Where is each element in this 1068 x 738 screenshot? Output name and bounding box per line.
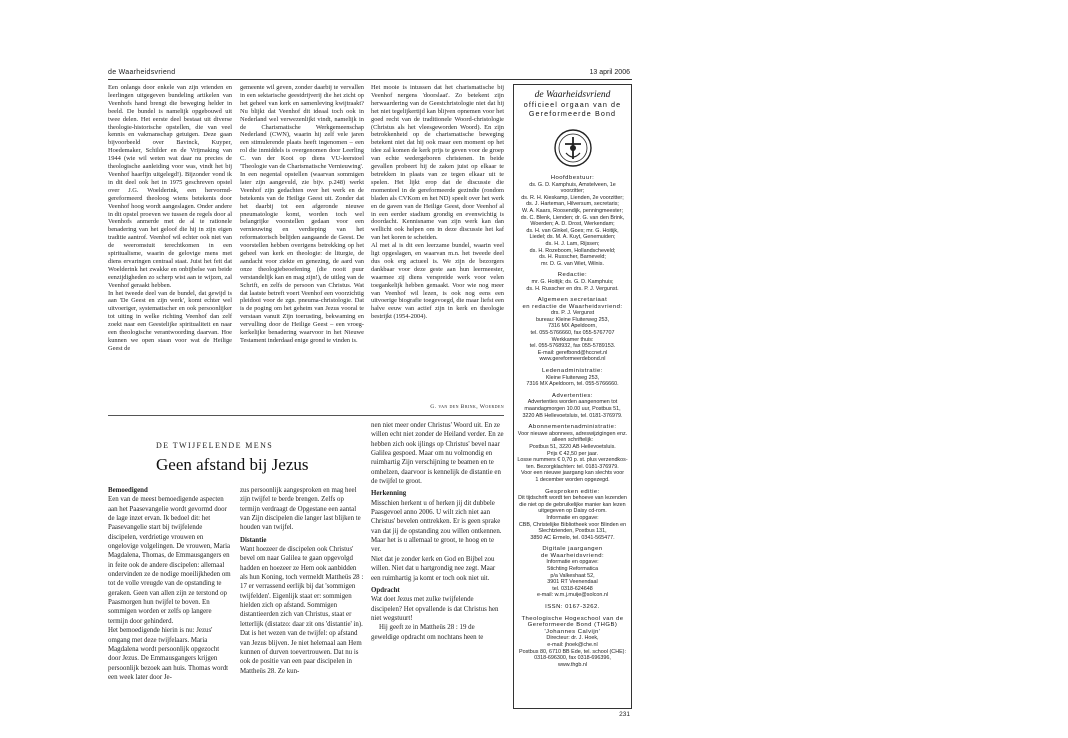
running-header-title: de Waarheidsvriend bbox=[108, 69, 176, 76]
article1-signature: G. van den Brink, Woerden bbox=[430, 404, 504, 410]
colophon-line: alleen schriftelijk: bbox=[551, 437, 594, 444]
colophon-line: tel. 055-5766660, fax 055-5767707 bbox=[530, 330, 615, 337]
colophon-line: ds. H. J. Lam, Rijssen; bbox=[545, 240, 600, 247]
colophon-section-title: Redactie: bbox=[557, 272, 588, 279]
article1-paragraph: gemeente wil geven, zonder daarbij te vervallen in een sektarische geestdrijverij die het zicht op het geheel van kerk en samenleving kwijtraakt? Nu blijkt dat Veenhof dit ideaal toch ook in Nederland wel verwezenlijkt vindt, namelijk in de Charismatische Werkgemeenschap Nederland (CWN), waarin hij zelf vele jaren een stimulerende plaats heeft ingenomen – een rol die inmiddels is overgenomen door Leerling C. van der Kooi op diens VU-leerstoel 'Theologie van de Charismatische Vernieuwing'. bbox=[240, 84, 364, 171]
colophon-line: 0318-696300, fax 0318-696396, bbox=[534, 655, 611, 662]
colophon-line: Prijs € 42,50 per jaar. bbox=[547, 450, 598, 457]
colophon-line: Informatie en opgave: bbox=[546, 514, 599, 521]
running-header-date: 13 april 2006 bbox=[589, 69, 630, 76]
colophon-line: Losse nummers € 0,70 p. st. plus verzendkos- bbox=[517, 457, 628, 464]
article2-paragraph: Het bemoedigende hierin is nu: Jezus' omgang met deze twijfelaars. Maria Magdalena wordt persoonlijk opgezocht door Jezus. De Emmausgangers krijgen persoonlijk bezoek aan huis. Thomas wordt een week later door Je- bbox=[108, 627, 229, 681]
colophon-line: ds. H. Russcher, Barneveld; bbox=[539, 254, 606, 261]
article1-paragraph: Al met al is dit een leerzame bundel, waarin veel ligt opgeslagen, en waarvan m.n. het tweede deel dus ook erg actueel is. We zijn de bezorgers dankbaar voor deze geste aan hun leermeester, waarmee zij diens verspreide werk voor velen toegankelijk hebben gemaakt. Voor wie nog meer van Veenhof wil lezen, is ook nog eens een uitvoerige biografie toegevoegd, die maar liefst een halve eeuw van actief zijn in kerk en theologie bestrijkt (1954-2004). bbox=[371, 242, 504, 321]
colophon-line: 3220 AB Hellevoetsluis, tel. 0181-376979. bbox=[522, 412, 623, 419]
subheading: Bemoedigend bbox=[108, 487, 148, 494]
colophon-line: p/a Valkeshaat 52, bbox=[550, 572, 595, 579]
colophon-line: uitgegeven op Daisy cd-rom. bbox=[538, 508, 607, 515]
colophon-line: 3901 RT Veenendaal bbox=[547, 579, 598, 586]
colophon-line: maandagmorgen 10.00 uur, Postbus 51, bbox=[524, 406, 621, 412]
colophon-line: tel. 055-5768932, fax 055-5789153. bbox=[529, 343, 616, 350]
article1-column-1 bbox=[108, 84, 232, 412]
colophon-line: ds. H. Russcher en drs. P. J. Vergunst. bbox=[526, 285, 619, 292]
subheading: Opdracht bbox=[371, 586, 400, 594]
article2-paragraph: Niet dat je zonder kerk en God en Bijbel zou willen. Niet dat u hartgrondig nee zegt. Maar een ruimhartig ja komt er toch ook niet uit. bbox=[371, 555, 496, 582]
colophon-subtitle-2: Gereformeerde Bond bbox=[528, 109, 617, 118]
colophon-section-title: Gesproken editie: bbox=[545, 488, 600, 495]
article2-paragraph: Hij geeft ze in Mattheüs 28 : 19 de geweldige opdracht om nochtans heen te bbox=[371, 624, 484, 641]
section-rule bbox=[108, 415, 504, 416]
article1-paragraph: Het mooie is intussen dat het charismatische bij Veenhof nergens 'doorslaat'. Zo betekent zijn herwaardering van de Geestchristologie niet dat hij het niet tegelijkertijd kan blijven opnemen voor het goed recht van de traditionele Woord-christologie (Christus als het vleesgeworden Woord). En zijn betrokkenheid op de charismatische beweging betekent niet dat hij ook maar een moment op het idee zal komen de kerk prijs te geven voor de groep van echte wedergeboren christenen. In beide gevallen probeert hij de zaken juist op elkaar te betrekken in plaats van ze tegen elkaar uit te spelen. Het lijkt erop dat de discussie die momenteel in de gereformeerde gezindte (rondom bladen als CVKom en het ND) speelt over het werk en de gaven van de Heilige Geest, door Veenhof al in een eerder stadium grondig en evenwichtig is doordacht. Kennisname van zijn werk kan dan wellicht ook helpen om in deze discussie het kaf van het koren te scheiden. bbox=[371, 84, 504, 242]
colophon-line: 7316 MX Apeldoorn, bbox=[548, 323, 597, 330]
page-number: 231 bbox=[619, 711, 630, 718]
article1-paragraph: In het tweede deel van de bundel, dat gewijd is aan 'De Geest en zijn werk', komt echter wel uitvoeriger, systematischer en ook persoonlijker tot uiting in welke richting Veenhof dan zelf zoekt naar een Geestelijke spiritualiteit en naar een theologische verantwoording daarvan. Hoe kunnen we open staan voor wat de Heilige Geest de bbox=[108, 289, 232, 352]
article2-paragraph: Wat doet Jezus met zulke twijfelende discipelen? Het opvallende is dat Christus hen niet wegstuurt! bbox=[371, 596, 499, 622]
colophon-line: mr. G. Hoitijk; ds. G. D. Kamphuis; bbox=[531, 278, 614, 285]
colophon-line[interactable]: www.gereformeerdebond.nl bbox=[539, 356, 606, 363]
article1-column-2 bbox=[240, 84, 364, 412]
subheading: Herkenning bbox=[371, 490, 407, 498]
subheading: Distantie bbox=[240, 536, 267, 544]
colophon-section-title: Advertenties: bbox=[552, 392, 593, 399]
colophon-line: W. A. Kaars, Roosendijk, penningmeester; bbox=[522, 207, 623, 214]
colophon-line[interactable]: e-mail: w.m.j.muije@solcon.nl bbox=[536, 592, 609, 599]
header-rule bbox=[108, 79, 632, 80]
article2-column-2 bbox=[240, 486, 364, 710]
colophon-box bbox=[513, 84, 632, 709]
colophon-line[interactable]: e-mail: jhoek@che.nl bbox=[547, 642, 598, 648]
colophon-line: Dit tijdschrift wordt ten behoeve van lezenden bbox=[518, 495, 627, 502]
colophon-line: ds. C. Blenk, Lienden; dr. G. van den Brink, bbox=[520, 214, 625, 221]
colophon-section-title: Abonnementenadministratie: bbox=[528, 424, 617, 431]
article1-paragraph: Een onlangs door enkele van zijn vrienden en leerlingen uitgegeven bundeling artikelen van Veenhofs hand brengt die beweging helder in beeld. De bundel is namelijk opgebouwd uit twee delen. Het eerste deel bestaat uit diverse theologie-historische opstellen, die van veel kennis en vakmanschap getuigen. Deze gaan bijvoorbeeld over Bavinck, Kuyper, Hoedemaker, Schilder en de Vrijmaking van 1944 (wie wil weten wat daar nu precies de theologische aanleiding voor was, vindt het bij Veenhof haarfijn uitgelegd!). Bijzonder vond ik in dit deel ook het in 1975 geschreven opstel over J.G. Woelderink, een hervormd-gereformeerd theoloog wiens betekenis door Veenhof hoog wordt aangeslagen. Onder andere in dit opstel proeven we tussen de regels door al Veenhofs anmerde met de al te rationele benadering van het geloof die hij in zijn eigen traditie aantrof. Veenhof wil echter ook niet van de weeromstuit terechtkomen in een spiritualisme, waarin de gelovige mens met diens ervaringen centraal staat. Juist het feit dat Woelderink het zwakke en onbijbelse van beide eenzijdigheden zo scherp wist aan te wijzen, zal Veenhof geraakt hebben. bbox=[108, 84, 232, 289]
colophon-line: Liedel; ds. M. A. Kuyt, Genemuiden; bbox=[529, 234, 616, 241]
colophon-line[interactable]: E-mail: gerefbond@hccnet.nl bbox=[537, 349, 608, 356]
article2-title: Geen afstand bij Jezus bbox=[156, 455, 309, 474]
article2-paragraph: Want hoezeer de discipelen ook Christus' bevel om naar Galilea te gaan opgevolgd hadden en hoezeer ze Hem ook aanbidden als hun Koning, toch vermeldt Mattheüs 28 : 17 er verrassend eerlijk bij dat 'sommigen twijfelden'. Eigenlijk staat er: sommigen hielden zich op afstand. Sommigen distantieerden zich van Christus, staat er letterlijk (distatzo: daar zit ons 'distantie' in). Dat is het wezen van de twijfel: op afstand van Jezus blijven. Je niet helemaal aan Hem kunnen of durven toevertrouwen. Dat nu is ook de positie van een paar discipelen in Mattheüs 28. Ze kun- bbox=[240, 546, 364, 675]
article2-paragraph: Een van de meest bemoedigende aspecten aan het Paasevangelie wordt gevormd door de lage inzet ervan. Ik bedoel dit: het Paasevangelie start bij twijfelende discipelen, verdrietige vrouwen en ongelovige volgelingen. De vrouwen, Maria Magdalena, Thomas, de Emmausgangers en in feite ook de andere discipelen: allemaal ondervinden ze de nodige moeilijkheden om tot de volle vreugde van de opstanding te geraken. Geen van allen zijn ze terstond op Paasmorgen hun twijfel te boven. En sommigen worden er zelfs op langere termijn door gehinderd. bbox=[108, 496, 231, 625]
colophon-section-title: Hoofdbestuur: bbox=[550, 175, 595, 181]
article2-paragraph: zus persoonlijk aangesproken en mag heel zijn twijfel te berde brengen. Zelfs op termijn verdraagt de Opgestane een aantal van Zijn discipelen die langer last blijken te houden van twijfel. bbox=[240, 487, 361, 532]
article2-column-3 bbox=[371, 421, 504, 710]
colophon-name: de Waarheidsvriend bbox=[534, 90, 611, 100]
colophon-line: ds. H. van Ginkel, Goes; mr. G. Hoitijk, bbox=[526, 227, 619, 234]
colophon-section-title: ISSN: 0167-3262. bbox=[545, 604, 600, 611]
colophon-line: 1 december worden opgezegd. bbox=[535, 476, 610, 483]
colophon-line: Slechtzienden, Postbus 131, bbox=[538, 528, 607, 535]
colophon-line: tel. 0318-624648 bbox=[552, 585, 593, 592]
colophon-line: Voor een nieuwe jaargang kan slechts voor bbox=[520, 470, 625, 477]
colophon-line[interactable]: www.thgb.nl bbox=[557, 661, 588, 668]
colophon-line: Directeur: dr. J. Hoek, bbox=[546, 635, 599, 642]
colophon-section-title: Theologische Hogeschool van de Gereformeerde Bond (THGB) 'Johannes Calvijn' bbox=[521, 615, 624, 635]
article2-column-1 bbox=[108, 486, 232, 710]
colophon-line: Woerden; A. D. Drost, Werkendam; bbox=[530, 221, 615, 228]
colophon-subtitle-1: officieel orgaan van de bbox=[523, 100, 622, 109]
colophon-line: ds. R. H. Kieskamp, Lienden, 2e voorzitter; bbox=[521, 194, 624, 201]
colophon-section-title: Digitale jaargangen de Waarheidsvriend: bbox=[540, 546, 605, 559]
colophon-line: Postbus 51, 3220 AB Hellevoetsluis. bbox=[529, 443, 616, 450]
colophon-line: Werkkamer thuis: bbox=[551, 336, 594, 343]
colophon-section-title: Algemeen secretariaat en redactie de Waarheidsvriend: bbox=[522, 297, 623, 310]
colophon-line: drs. P. J. Vergunst bbox=[550, 310, 595, 317]
colophon-line: bureau: Kleine Fluiterweg 253, bbox=[535, 316, 610, 323]
colophon-line: 3850 AC Ermelo, tel. 0341-565477. bbox=[530, 534, 615, 541]
colophon-line: ds. G. D. Kamphuis, Amstelveen, 1e voorzitter; bbox=[529, 181, 616, 195]
article2-kicker: DE TWIJFELENDE MENS bbox=[156, 441, 274, 450]
colophon-line: Voor nieuwe abonnees, adreswijzigingen enz. bbox=[517, 430, 628, 437]
colophon-section-title: Ledenadministratie: bbox=[542, 368, 603, 375]
colophon-line: ds. J. Harteman, Hilversum, secretaris; bbox=[526, 201, 619, 208]
colophon-line: Kleine Fluiterweg 253, bbox=[545, 374, 600, 381]
colophon-line: Stichting Reformatica bbox=[546, 566, 599, 573]
article2-paragraph: nen niet meer onder Christus' Woord uit. En ze willen echt niet zonder de Heiland verder. En ze hebben zich ook ijlings op Christus' bevel naar Galilea gespoed. Maar om nu volmondig en ruimhartig Zijn verschijning te beamen en te omhelzen, daarvoor is kennelijk de distantie en de twijfel te groot. bbox=[371, 422, 504, 486]
colophon-line: ds. H. Rozeboom, Hollandscheveld; bbox=[529, 247, 616, 254]
colophon-line: die niet op de gebruikelijke manier kan lezen bbox=[519, 501, 626, 508]
colophon-line: Informatie en opgave: bbox=[546, 559, 599, 566]
article2-paragraph: Misschien herkent u of herken jij dit dubbele Paasgevoel anno 2006. U wilt zich niet aan Christus' bevelen onttrekken. Er is geen sprake van dat jij de opstanding zou willen ontkennen. Maar het is u allemaal te groot, te hoog en te ver. bbox=[371, 499, 502, 554]
colophon-line: CBB, Christelijke Bibliotheek voor Blinden en bbox=[518, 521, 627, 528]
article1-column-3 bbox=[371, 84, 504, 402]
colophon-line: Advertenties worden aangenomen tot bbox=[527, 399, 618, 406]
colophon-line: mr. D. G. van Wiet, Wilnis. bbox=[541, 260, 604, 267]
colophon-line: 7316 MX Apeldoorn, tel. 055-5766660. bbox=[526, 381, 619, 388]
colophon-line: Postbus 80, 6710 BB Ede, tel. school (CHE): bbox=[519, 648, 626, 655]
colophon-line: ten. Bezorgklachten: tel. 0181-376979. bbox=[526, 463, 619, 470]
seal-logo-icon bbox=[553, 128, 593, 168]
article1-paragraph: In een negental opstellen (waarvan sommigen later zijn aangevuld, zie bijv. p.248) werkt Veenhof zijn gedachten over het werk en de betekenis van de Heilige Geest uit. Zonder dat het daarbij tot een afgeronde nieuwe pneumatologie komt, worden toch wel belangrijke voorstellen gedaan voor een vernieuwing en verdieping van het reformatorisch belijden aangaande de Geest. De voorstellen hebben overigens betrekking op het geheel van kerk en theologie: de liturgie, de aandacht voor ziekte en genezing, de aard van onze theologiebeoefening (die nooit puur verstandelijk kan en mag zijn!), de uitleg van de Schrift, en zelfs de persoon van Christus. Wat dat laatste betreft voert Veenhof een voorzichtig pleidooi voor de zgn. pneuma-christologie. Dat is de poging om het geheim van Jezus vooral te verstaan vanuit Zijn toerusting, bekwaming en vervulling door de Heilige Geest – een vroeg-kerkelijke benadering waarvoor in het Nieuwe Testament inderdaad enige grond te vinden is. bbox=[240, 170, 364, 344]
colophon-sections bbox=[514, 175, 631, 668]
